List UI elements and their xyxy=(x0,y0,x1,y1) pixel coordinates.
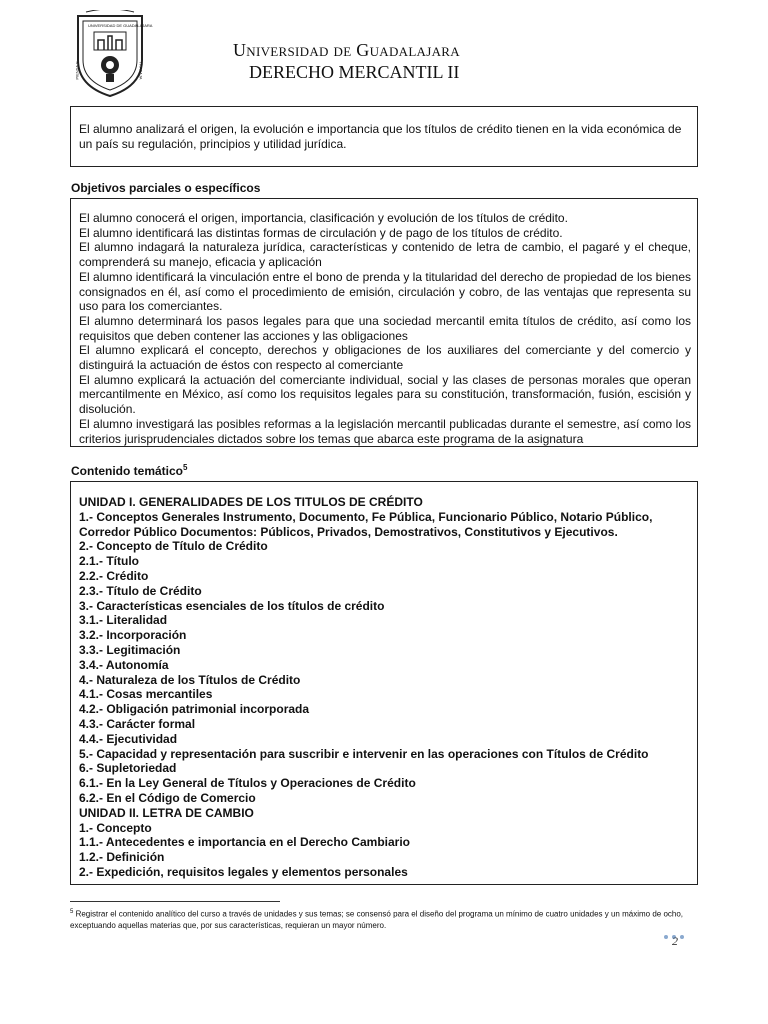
general-objective-text: El alumno analizará el origen, la evolución e importancia que los títulos de crédito tienen en la vida económica de un país su regulación, principios y utilidad jurídica. xyxy=(79,122,682,151)
footnote-mark: 5 xyxy=(70,909,74,915)
objective-item: El alumno investigará las posibles reformas a la legislación mercantil publicadas durante el semestre, así como los criterios jurisprudenciales dictados sobre los temas que abarca este programa de la asignatura xyxy=(79,416,691,446)
university-seal-logo xyxy=(70,10,153,98)
content-line: 1.1.- Antecedentes e importancia en el Derecho Cambiario xyxy=(79,835,410,850)
content-line: 4.2.- Obligación patrimonial incorporada xyxy=(79,702,310,717)
footnote-divider xyxy=(70,901,280,902)
content-line: 6.- Supletoriedad xyxy=(79,761,177,776)
content-line: 3.2.- Incorporación xyxy=(79,628,187,643)
content-line: 3.4.- Autonomía xyxy=(79,657,169,672)
partial-objectives-box xyxy=(70,198,698,447)
content-line: 3.1.- Literalidad xyxy=(79,613,168,628)
objective-item: El alumno explicará la actuación del comerciante individual, social y las clases de personas morales que operan mercantilmente en México, así como los requisitos legales para su constitución, transformación, fusión, escisión y disolución. xyxy=(79,372,691,417)
content-box xyxy=(70,481,698,885)
footnote-reference[interactable]: 5 xyxy=(183,463,188,472)
footnote-text: Registrar el contenido analítico del curso a través de unidades y sus temas; se consensó para el diseño del programa un mínimo de cuatro unidades y un máximo de ocho, exceptuando aquellas materias que, por sus características, requieran un mayor número. xyxy=(70,909,684,930)
content-line: 3.- Características esenciales de los títulos de crédito xyxy=(79,598,385,613)
footnote xyxy=(70,907,702,931)
content-heading xyxy=(71,464,187,478)
objective-item: El alumno indagará la naturaleza jurídica, características y contenido de letra de cambio, el pagaré y el cheque, comprenderá su manejo, eficacia y aplicación xyxy=(79,240,691,270)
objective-item: El alumno determinará los pasos legales para que una sociedad mercantil emita títulos de crédito, así como los requisitos que deben contener las acciones y las obligaciones xyxy=(79,313,691,343)
content-line: 2.2.- Crédito xyxy=(79,568,149,583)
content-line: 1.- Conceptos Generales Instrumento, Documento, Fe Pública, Funcionario Público, Notario Público, Corredor Público Documentos: Públicos, Privados, Demostrativos, Constitutivos y Ejecutivos. xyxy=(79,509,653,539)
content-line: 2.3.- Título de Crédito xyxy=(79,583,202,598)
page-number: 2 xyxy=(672,934,678,948)
course-title: DERECHO MERCANTIL II xyxy=(249,62,460,82)
content-line: 4.1.- Cosas mercantiles xyxy=(79,687,213,702)
content-line: 4.3.- Carácter formal xyxy=(79,716,196,731)
seal-text-top: UNIVERSIDAD DE GUADALAJARA xyxy=(88,23,153,28)
content-line: 6.1.- En la Ley General de Títulos y Operaciones de Crédito xyxy=(79,776,416,791)
content-line: UNIDAD II. LETRA DE CAMBIO xyxy=(79,805,254,820)
objective-item: El alumno explicará el concepto, derechos y obligaciones de los auxiliares del comerciante y del comercio y distinguirá la actuación de éstos con respecto al comerciante xyxy=(79,343,691,373)
content-line: 2.- Concepto de Título de Crédito xyxy=(79,539,268,554)
general-objective-box xyxy=(70,106,698,167)
content-heading-text: Contenido temático xyxy=(71,464,184,478)
seal-text-left: PIENSA Y xyxy=(74,61,80,80)
content-line: 4.4.- Ejecutividad xyxy=(79,731,178,746)
university-title: Universidad de Guadalajara xyxy=(233,40,460,60)
content-line: 3.3.- Legitimación xyxy=(79,642,181,657)
partial-objectives-heading: Objetivos parciales o específicos xyxy=(71,181,261,195)
content-line: 6.2.- En el Código de Comercio xyxy=(79,790,256,805)
content-line: 1.2.- Definición xyxy=(79,850,165,865)
content-line: 1.- Concepto xyxy=(79,820,152,835)
page-ornament-dots xyxy=(664,926,690,932)
content-line: 4.- Naturaleza de los Títulos de Crédito xyxy=(79,672,301,687)
seal-text-right: TRABAJA xyxy=(138,61,144,80)
content-line: 2.1.- Título xyxy=(79,554,139,569)
objective-item: El alumno identificará la vinculación entre el bono de prenda y la titularidad del derecho de propiedad de los bienes consignados en él, así como el procedimiento de emisión, circulación y cobro, de las ventajas que representa su uso para los comerciantes. xyxy=(79,269,691,314)
content-line: 2.- Expedición, requisitos legales y elementos personales xyxy=(79,864,408,879)
objective-item: El alumno conocerá el origen, importancia, clasificación y evolución de los títulos de crédito. xyxy=(79,211,568,225)
content-line: 5.- Capacidad y representación para suscribir e intervenir en las operaciones con Títulos de Crédito xyxy=(79,746,649,761)
objective-item: El alumno identificará las distintas formas de circulación y de pago de los títulos de crédito. xyxy=(79,225,563,240)
content-line: UNIDAD I. GENERALIDADES DE LOS TITULOS DE CRÉDITO xyxy=(79,495,423,509)
